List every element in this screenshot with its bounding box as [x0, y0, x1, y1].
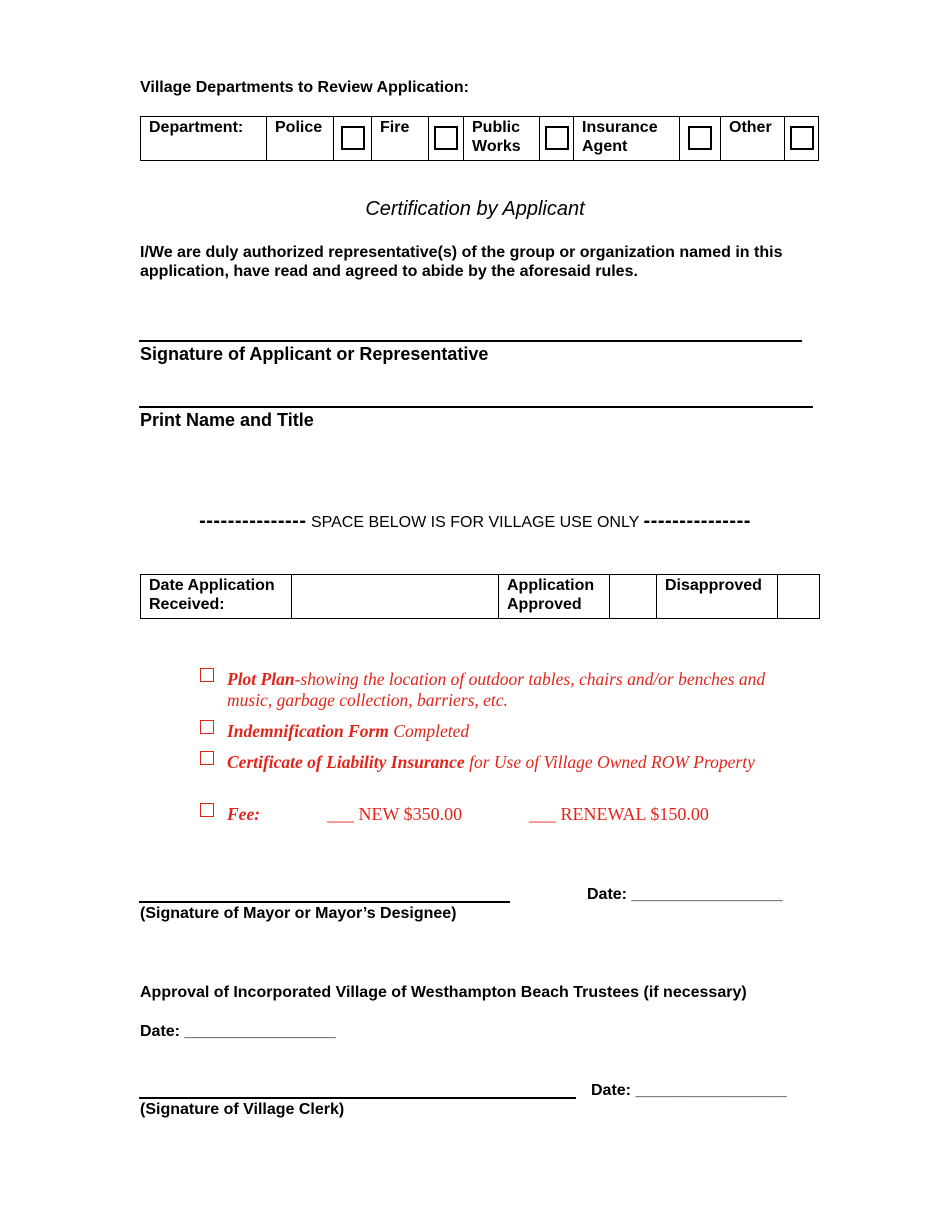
date-received-label: Date Application Received:	[141, 575, 292, 619]
date-received-field[interactable]	[292, 575, 499, 619]
fire-checkbox[interactable]	[434, 126, 458, 150]
fee-renewal-option[interactable]: ___ RENEWAL $150.00	[529, 804, 709, 824]
department-fire-label: Fire	[372, 117, 429, 161]
department-police-label: Police	[267, 117, 334, 161]
disapproved-field[interactable]	[778, 575, 820, 619]
divider-text: SPACE BELOW IS FOR VILLAGE USE ONLY	[310, 514, 640, 531]
fee-checkbox[interactable]	[200, 803, 214, 817]
liability-insurance-description: for Use of Village Owned ROW Property	[469, 752, 755, 772]
clerk-signature-label: (Signature of Village Clerk)	[140, 1101, 345, 1118]
department-insurance-agent-label: Insurance Agent	[574, 117, 680, 161]
clerk-date-field[interactable]: Date: _________________	[591, 1082, 787, 1099]
indemnification-title: Indemnification Form	[227, 721, 389, 741]
indemnification-checkbox[interactable]	[200, 720, 214, 734]
certification-statement: I/We are duly authorized representative(s) of the group or organization named in this application, have read and agreed to abide by the aforesaid rules.	[140, 244, 783, 280]
print-name-label: Print Name and Title	[140, 410, 314, 430]
mayor-signature-line[interactable]	[139, 901, 510, 903]
plot-plan-checkbox[interactable]	[200, 668, 214, 682]
indemnification-description: Completed	[393, 721, 470, 741]
disapproved-label: Disapproved	[657, 575, 778, 619]
fee-label-text: Fee:	[227, 804, 261, 824]
police-checkbox[interactable]	[341, 126, 365, 150]
department-label: Department:	[141, 117, 267, 161]
review-heading: Village Departments to Review Application:	[140, 79, 469, 96]
mayor-signature-label: (Signature of Mayor or Mayor’s Designee)	[140, 905, 457, 922]
divider-dashes-right: ---------------	[643, 510, 751, 532]
certification-title: Certification by Applicant	[365, 198, 585, 220]
divider-dashes-left: ---------------	[199, 510, 307, 532]
application-approved-field[interactable]	[610, 575, 657, 619]
insurance-agent-checkbox[interactable]	[688, 126, 712, 150]
clerk-signature-line[interactable]	[139, 1097, 576, 1099]
plot-plan-item	[227, 669, 807, 711]
print-name-line[interactable]	[139, 406, 813, 408]
applicant-signature-line[interactable]	[139, 340, 802, 342]
public-works-checkbox[interactable]	[545, 126, 569, 150]
liability-insurance-item	[227, 752, 787, 773]
department-review-table	[140, 116, 819, 161]
department-other-label: Other	[721, 117, 785, 161]
trustees-date-field[interactable]: Date: _________________	[140, 1023, 336, 1040]
village-use-table	[140, 574, 820, 619]
plot-plan-description: -showing the location of outdoor tables, chairs and/or benches and music, garbage collection, barriers, etc.	[227, 669, 766, 710]
fee-new-option[interactable]: ___ NEW $350.00	[327, 804, 463, 824]
village-use-divider	[140, 509, 810, 535]
mayor-date-field[interactable]: Date: _________________	[587, 886, 783, 903]
plot-plan-title: Plot Plan	[227, 669, 295, 689]
indemnification-item	[227, 721, 807, 742]
application-approved-label: Application Approved	[499, 575, 610, 619]
liability-insurance-checkbox[interactable]	[200, 751, 214, 765]
other-checkbox[interactable]	[790, 126, 814, 150]
liability-insurance-title: Certificate of Liability Insurance	[227, 752, 465, 772]
department-public-works-label: Public Works	[464, 117, 540, 161]
applicant-signature-label: Signature of Applicant or Representative	[140, 344, 489, 364]
fee-label	[227, 804, 260, 825]
trustees-approval-heading: Approval of Incorporated Village of Westhampton Beach Trustees (if necessary)	[140, 984, 747, 1001]
